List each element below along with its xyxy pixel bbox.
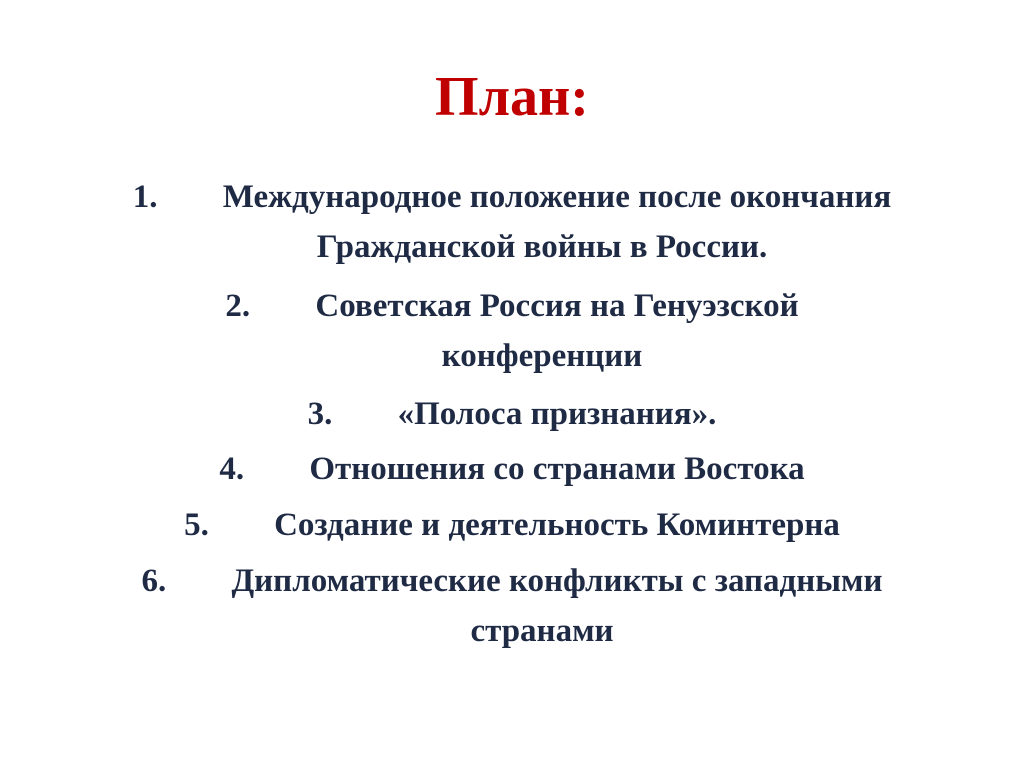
- item-number: 4.: [219, 451, 245, 487]
- list-item-continuation: [40, 606, 984, 656]
- item-number: 2.: [225, 288, 251, 324]
- item-number: 5.: [184, 507, 209, 543]
- item-number: 6.: [141, 563, 167, 599]
- list-item-continuation: [40, 331, 984, 381]
- item-number: 1.: [132, 179, 158, 215]
- item-text: «Полоса признания».: [397, 396, 717, 432]
- list-item: [40, 172, 984, 222]
- item-text: Отношения со странами Востока: [309, 451, 805, 487]
- list-item-continuation: [40, 222, 984, 272]
- page-title: План:: [435, 66, 589, 128]
- item-text: Советская Россия на Генуэзской: [315, 288, 799, 324]
- list-item: [40, 444, 984, 494]
- list-item: [40, 556, 984, 606]
- list-item: [40, 389, 984, 439]
- list-item: [40, 281, 984, 331]
- item-text-continuation: Гражданской войны в России.: [316, 229, 768, 265]
- item-text: Дипломатические конфликты с западными: [231, 563, 883, 599]
- item-text: Международное положение после окончания: [222, 179, 892, 215]
- item-number: 3.: [307, 396, 333, 432]
- item-text-continuation: конференции: [441, 338, 643, 374]
- item-text: Создание и деятельность Коминтерна: [274, 507, 840, 543]
- item-text-continuation: странами: [470, 613, 614, 649]
- list-item: [40, 500, 984, 550]
